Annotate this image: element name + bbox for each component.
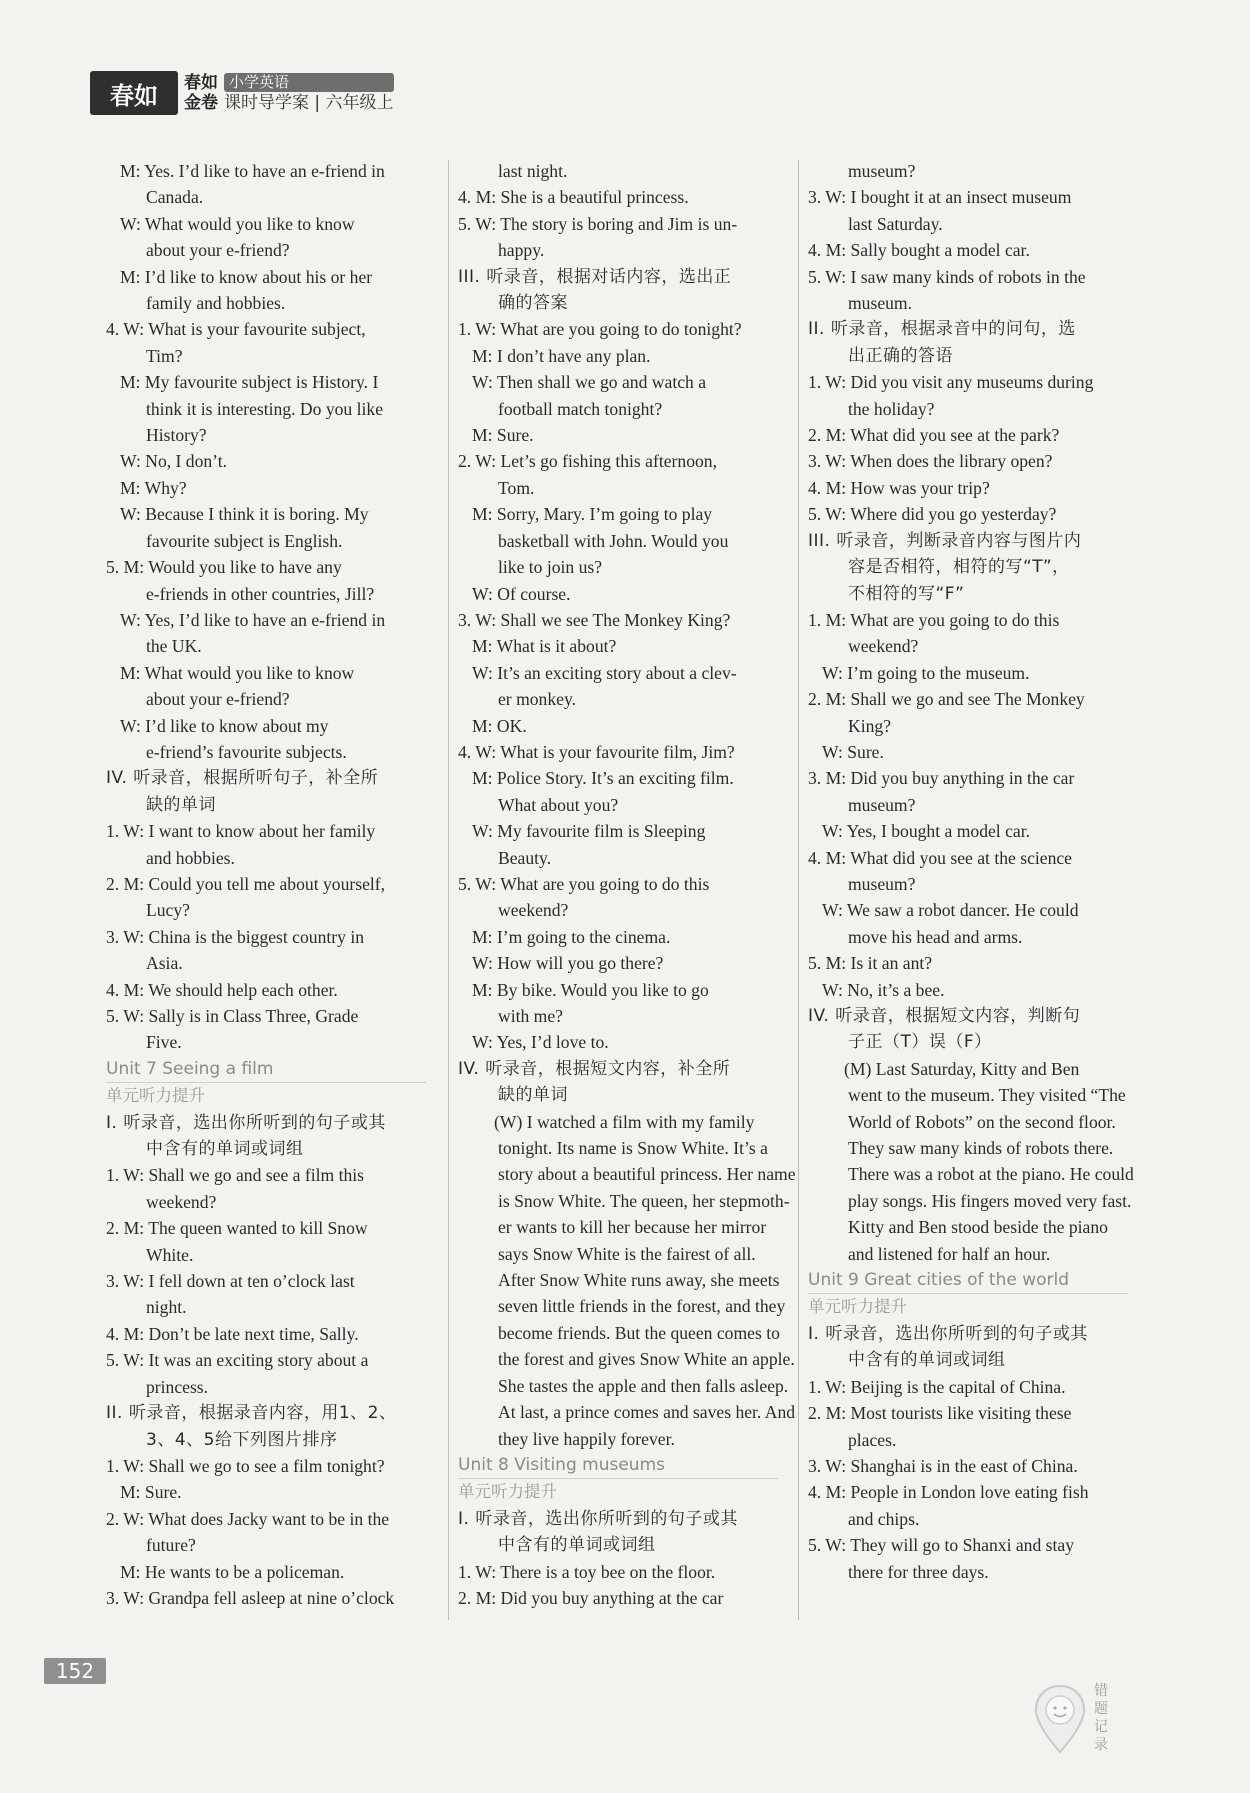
column-divider	[798, 160, 799, 1620]
transcript-line: become friends. But the queen comes to	[498, 1322, 780, 1343]
transcript-line: (M) Last Saturday, Kitty and Ben	[844, 1058, 1080, 1079]
transcript-line: W: It’s an exciting story about a clev-	[472, 662, 737, 683]
transcript-line: Tim?	[146, 345, 183, 366]
transcript-line: play songs. His fingers moved very fast.	[848, 1190, 1132, 1211]
transcript-line: M: My favourite subject is History. I	[120, 372, 379, 393]
brand-line-1: 春如	[184, 73, 218, 93]
exercise-instruction: IV. 听录音，根据所听句子，补全所	[106, 768, 379, 789]
transcript-line: 3. W: When does the library open?	[808, 451, 1053, 472]
transcript-line: family and hobbies.	[146, 293, 286, 314]
transcript-line: er monkey.	[498, 689, 577, 710]
transcript-line: move his head and arms.	[848, 926, 1023, 947]
transcript-line: night.	[146, 1297, 187, 1318]
exercise-instruction: IV. 听录音，根据短文内容，判断句	[808, 1006, 1081, 1026]
transcript-line: weekend?	[848, 636, 919, 657]
transcript-line: 3. M: Did you buy anything in the car	[808, 768, 1075, 789]
transcript-line: 1. W: What are you going to do tonight?	[458, 319, 742, 340]
section-subheading: 单元听力提升	[458, 1482, 557, 1502]
transcript-line: 4. W: What is your favourite subject,	[106, 319, 366, 340]
transcript-line: 4. M: Sally bought a model car.	[808, 240, 1030, 261]
unit-heading: Unit 9 Great cities of the world	[808, 1267, 1128, 1294]
transcript-line: basketball with John. Would you	[498, 530, 729, 551]
series-subject: 小学英语	[224, 73, 394, 92]
page-number-text: 152	[55, 1659, 95, 1683]
transcript-line: They saw many kinds of robots there.	[848, 1138, 1114, 1159]
transcript-line: At last, a prince comes and saves her. And	[498, 1402, 796, 1423]
transcript-line: 5. W: Where did you go yesterday?	[808, 504, 1057, 525]
transcript-line: 4. M: People in London love eating fish	[808, 1482, 1089, 1503]
transcript-line: 2. M: Did you buy anything at the car	[458, 1587, 724, 1608]
page-number	[44, 1658, 106, 1684]
transcript-line: museum?	[848, 794, 916, 815]
transcript-line: There was a robot at the piano. He could	[848, 1164, 1134, 1185]
brand-name	[184, 73, 218, 113]
transcript-line: 1. W: There is a toy bee on the floor.	[458, 1561, 716, 1582]
transcript-line: M: I’m going to the cinema.	[472, 926, 671, 947]
transcript-line: M: By bike. Would you like to go	[472, 979, 709, 1000]
transcript-line: 2. M: Most tourists like visiting these	[808, 1403, 1072, 1424]
transcript-line: M: I don’t have any plan.	[472, 345, 651, 366]
exercise-instruction: 3、4、5给下列图片排序	[146, 1429, 338, 1450]
exercise-instruction: 缺的单词	[146, 794, 216, 815]
transcript-line: weekend?	[146, 1191, 217, 1212]
transcript-line: W: What would you like to know	[120, 213, 355, 234]
transcript-line: favourite subject is English.	[146, 530, 343, 551]
transcript-line: and hobbies.	[146, 847, 235, 868]
transcript-line: 4. M: She is a beautiful princess.	[458, 187, 689, 208]
transcript-line: 5. W: The story is boring and Jim is un-	[458, 213, 738, 234]
brand-line-2: 金卷	[184, 93, 218, 113]
transcript-line: weekend?	[498, 900, 569, 921]
transcript-line: 3. W: China is the biggest country in	[106, 926, 365, 947]
exercise-instruction: 容是否相符，相符的写“T”，	[848, 557, 1070, 578]
exercise-instruction: III. 听录音，判断录音内容与图片内	[808, 530, 1082, 551]
series-grade: 课时导学案 | 六年级上	[224, 92, 394, 113]
transcript-line: 3. W: Grandpa fell asleep at nine o’clock	[106, 1587, 395, 1608]
transcript-line: future?	[146, 1535, 196, 1556]
exercise-instruction: 子正（T）误（F）	[848, 1032, 992, 1053]
transcript-line: Tom.	[498, 477, 535, 498]
section-subheading: 单元听力提升	[106, 1086, 205, 1106]
transcript-line: story about a beautiful princess. Her name	[498, 1164, 796, 1185]
unit-heading: Unit 7 Seeing a film	[106, 1056, 426, 1083]
transcript-line: After Snow White runs away, she meets	[498, 1270, 780, 1291]
transcript-line: went to the museum. They visited “The	[848, 1085, 1126, 1106]
transcript-line: M: I’d like to know about his or her	[120, 266, 373, 287]
exercise-instruction: 出正确的答语	[848, 345, 953, 366]
transcript-line: History?	[146, 425, 207, 446]
transcript-line: W: Yes, I’d love to.	[472, 1032, 609, 1053]
transcript-line: Beauty.	[498, 847, 552, 868]
exercise-instruction: III. 听录音，根据对话内容，选出正	[458, 266, 732, 287]
transcript-line: tonight. Its name is Snow White. It’s a	[498, 1138, 768, 1159]
location-pin-icon	[1032, 1682, 1088, 1756]
transcript-line: What about you?	[498, 794, 619, 815]
transcript-line: M: Sure.	[120, 1482, 182, 1503]
transcript-line: King?	[848, 715, 891, 736]
transcript-line: is Snow White. The queen, her stepmoth-	[498, 1190, 790, 1211]
transcript-line: with me?	[498, 1006, 563, 1026]
transcript-line: 3. W: Shanghai is in the east of China.	[808, 1455, 1078, 1476]
error-record-badge	[1032, 1682, 1116, 1756]
transcript-line: 3. W: I bought it at an insect museum	[808, 187, 1072, 208]
transcript-line: M: Sure.	[472, 425, 534, 446]
transcript-line: W: We saw a robot dancer. He could	[822, 900, 1079, 921]
exercise-instruction: IV. 听录音，根据短文内容，补全所	[458, 1058, 731, 1079]
exercise-instruction: 中含有的单词或词组	[146, 1139, 304, 1160]
transcript-line: M: He wants to be a policeman.	[120, 1561, 345, 1582]
exercise-instruction: 中含有的单词或词组	[498, 1535, 656, 1556]
transcript-line: 5. W: What are you going to do this	[458, 873, 710, 894]
transcript-line: M: What is it about?	[472, 636, 617, 657]
transcript-line: W: How will you go there?	[472, 953, 664, 974]
transcript-line: 4. M: What did you see at the science	[808, 847, 1072, 868]
logo-text: 春如	[110, 81, 158, 110]
transcript-line: 2. M: The queen wanted to kill Snow	[106, 1218, 368, 1239]
transcript-line: 5. W: I saw many kinds of robots in the	[808, 266, 1086, 287]
transcript-line: 2. M: What did you see at the park?	[808, 425, 1060, 446]
transcript-line: 3. W: Shall we see The Monkey King?	[458, 609, 731, 630]
exercise-instruction: I. 听录音，选出你所听到的句子或其	[808, 1323, 1088, 1344]
transcript-line: W: Then shall we go and watch a	[472, 372, 707, 393]
transcript-line: about your e-friend?	[146, 240, 290, 261]
transcript-line: She tastes the apple and then falls asleep.	[498, 1375, 789, 1396]
transcript-line: 5. M: Would you like to have any	[106, 557, 342, 578]
transcript-line: White.	[146, 1244, 194, 1265]
transcript-line: there for three days.	[848, 1561, 989, 1582]
transcript-line: museum?	[848, 873, 916, 894]
unit-heading: Unit 8 Visiting museums	[458, 1452, 778, 1479]
book-header	[90, 70, 394, 116]
transcript-line: last night.	[498, 161, 568, 181]
transcript-line: football match tonight?	[498, 398, 663, 419]
transcript-line: er wants to kill her because her mirror	[498, 1217, 767, 1238]
transcript-line: seven little friends in the forest, and they	[498, 1296, 786, 1317]
exercise-instruction: 确的答案	[498, 293, 568, 314]
transcript-line: M: Sorry, Mary. I’m going to play	[472, 504, 713, 525]
exercise-instruction: 中含有的单词或词组	[848, 1350, 1006, 1371]
transcript-line: 1. W: Did you visit any museums during	[808, 372, 1094, 393]
exercise-instruction: 不相符的写“F”	[848, 583, 965, 604]
exercise-instruction: 缺的单词	[498, 1085, 568, 1106]
transcript-line: W: I’m going to the museum.	[822, 662, 1030, 683]
transcript-line: 1. W: I want to know about her family	[106, 821, 376, 842]
transcript-line: 5. W: They will go to Shanxi and stay	[808, 1535, 1075, 1556]
transcript-line: museum?	[848, 161, 916, 181]
transcript-line: the UK.	[146, 636, 202, 657]
transcript-line: 2. W: Let’s go fishing this afternoon,	[458, 451, 717, 472]
text-column-1	[106, 158, 426, 1611]
transcript-line: Kitty and Ben stood beside the piano	[848, 1217, 1108, 1238]
transcript-line: W: I’d like to know about my	[120, 715, 329, 736]
transcript-line: e-friend’s favourite subjects.	[146, 741, 347, 762]
transcript-line: Lucy?	[146, 900, 190, 921]
transcript-line: Asia.	[146, 953, 183, 974]
transcript-line: princess.	[146, 1376, 209, 1397]
transcript-line: says Snow White is the fairest of all.	[498, 1243, 756, 1264]
transcript-line: 2. M: Shall we go and see The Monkey	[808, 689, 1085, 710]
transcript-line: 4. W: What is your favourite film, Jim?	[458, 741, 735, 762]
transcript-line: W: Sure.	[822, 741, 884, 762]
transcript-line: 5. W: It was an exciting story about a	[106, 1350, 369, 1371]
transcript-line: like to join us?	[498, 557, 603, 578]
transcript-line: 5. W: Sally is in Class Three, Grade	[106, 1006, 359, 1026]
transcript-line: about your e-friend?	[146, 689, 290, 710]
exercise-instruction: II. 听录音，根据录音中的问句，选	[808, 319, 1076, 340]
transcript-line: 1. W: Beijing is the capital of China.	[808, 1376, 1066, 1397]
section-subheading: 单元听力提升	[808, 1297, 907, 1317]
transcript-line: 2. M: Could you tell me about yourself,	[106, 873, 386, 894]
transcript-line: M: Why?	[120, 477, 187, 498]
transcript-line: W: My favourite film is Sleeping	[472, 821, 706, 842]
transcript-line: 1. M: What are you going to do this	[808, 609, 1060, 630]
transcript-line: W: No, it’s a bee.	[822, 979, 945, 1000]
transcript-line: 4. M: Don’t be late next time, Sally.	[106, 1323, 359, 1344]
text-column-3	[808, 158, 1134, 1585]
series-title	[224, 73, 394, 114]
error-record-label: 错题记录	[1094, 1683, 1108, 1753]
publisher-logo	[90, 71, 178, 115]
transcript-line: 4. M: How was your trip?	[808, 477, 990, 498]
transcript-line: e-friends in other countries, Jill?	[146, 583, 375, 604]
exercise-instruction: I. 听录音，选出你所听到的句子或其	[106, 1112, 386, 1133]
transcript-line: happy.	[498, 240, 545, 261]
transcript-line: the holiday?	[848, 398, 935, 419]
transcript-line: think it is interesting. Do you like	[146, 398, 384, 419]
transcript-line: W: Because I think it is boring. My	[120, 504, 369, 525]
transcript-line: W: Yes, I bought a model car.	[822, 821, 1030, 842]
transcript-line: last Saturday.	[848, 213, 943, 234]
transcript-line: 1. W: Shall we go to see a film tonight?	[106, 1455, 385, 1476]
text-column-2	[458, 158, 796, 1611]
column-divider	[448, 160, 449, 1620]
transcript-line: M: What would you like to know	[120, 662, 355, 683]
transcript-line: 5. M: Is it an ant?	[808, 953, 933, 974]
transcript-line: the forest and gives Snow White an apple.	[498, 1349, 795, 1370]
transcript-line: places.	[848, 1429, 897, 1450]
transcript-line: and listened for half an hour.	[848, 1243, 1051, 1264]
transcript-line: W: No, I don’t.	[120, 451, 228, 472]
transcript-line: Canada.	[146, 187, 204, 208]
transcript-line: and chips.	[848, 1508, 920, 1529]
transcript-line: museum.	[848, 293, 913, 314]
transcript-line: 2. W: What does Jacky want to be in the	[106, 1508, 390, 1529]
exercise-instruction: II. 听录音，根据录音内容，用1、2、	[106, 1403, 397, 1424]
transcript-line: World of Robots” on the second floor.	[848, 1111, 1116, 1132]
transcript-line: (W) I watched a film with my family	[494, 1111, 755, 1132]
exercise-instruction: I. 听录音，选出你所听到的句子或其	[458, 1508, 738, 1529]
transcript-line: they live happily forever.	[498, 1428, 675, 1449]
transcript-line: 1. W: Shall we go and see a film this	[106, 1165, 364, 1186]
transcript-line: W: Of course.	[472, 583, 571, 604]
transcript-line: 4. M: We should help each other.	[106, 979, 338, 1000]
transcript-line: W: Yes, I’d like to have an e-friend in	[120, 609, 386, 630]
transcript-line: M: OK.	[472, 715, 527, 736]
transcript-line: M: Yes. I’d like to have an e-friend in	[120, 161, 385, 181]
transcript-line: Five.	[146, 1032, 182, 1053]
transcript-line: 3. W: I fell down at ten o’clock last	[106, 1271, 355, 1292]
transcript-line: M: Police Story. It’s an exciting film.	[472, 768, 734, 789]
